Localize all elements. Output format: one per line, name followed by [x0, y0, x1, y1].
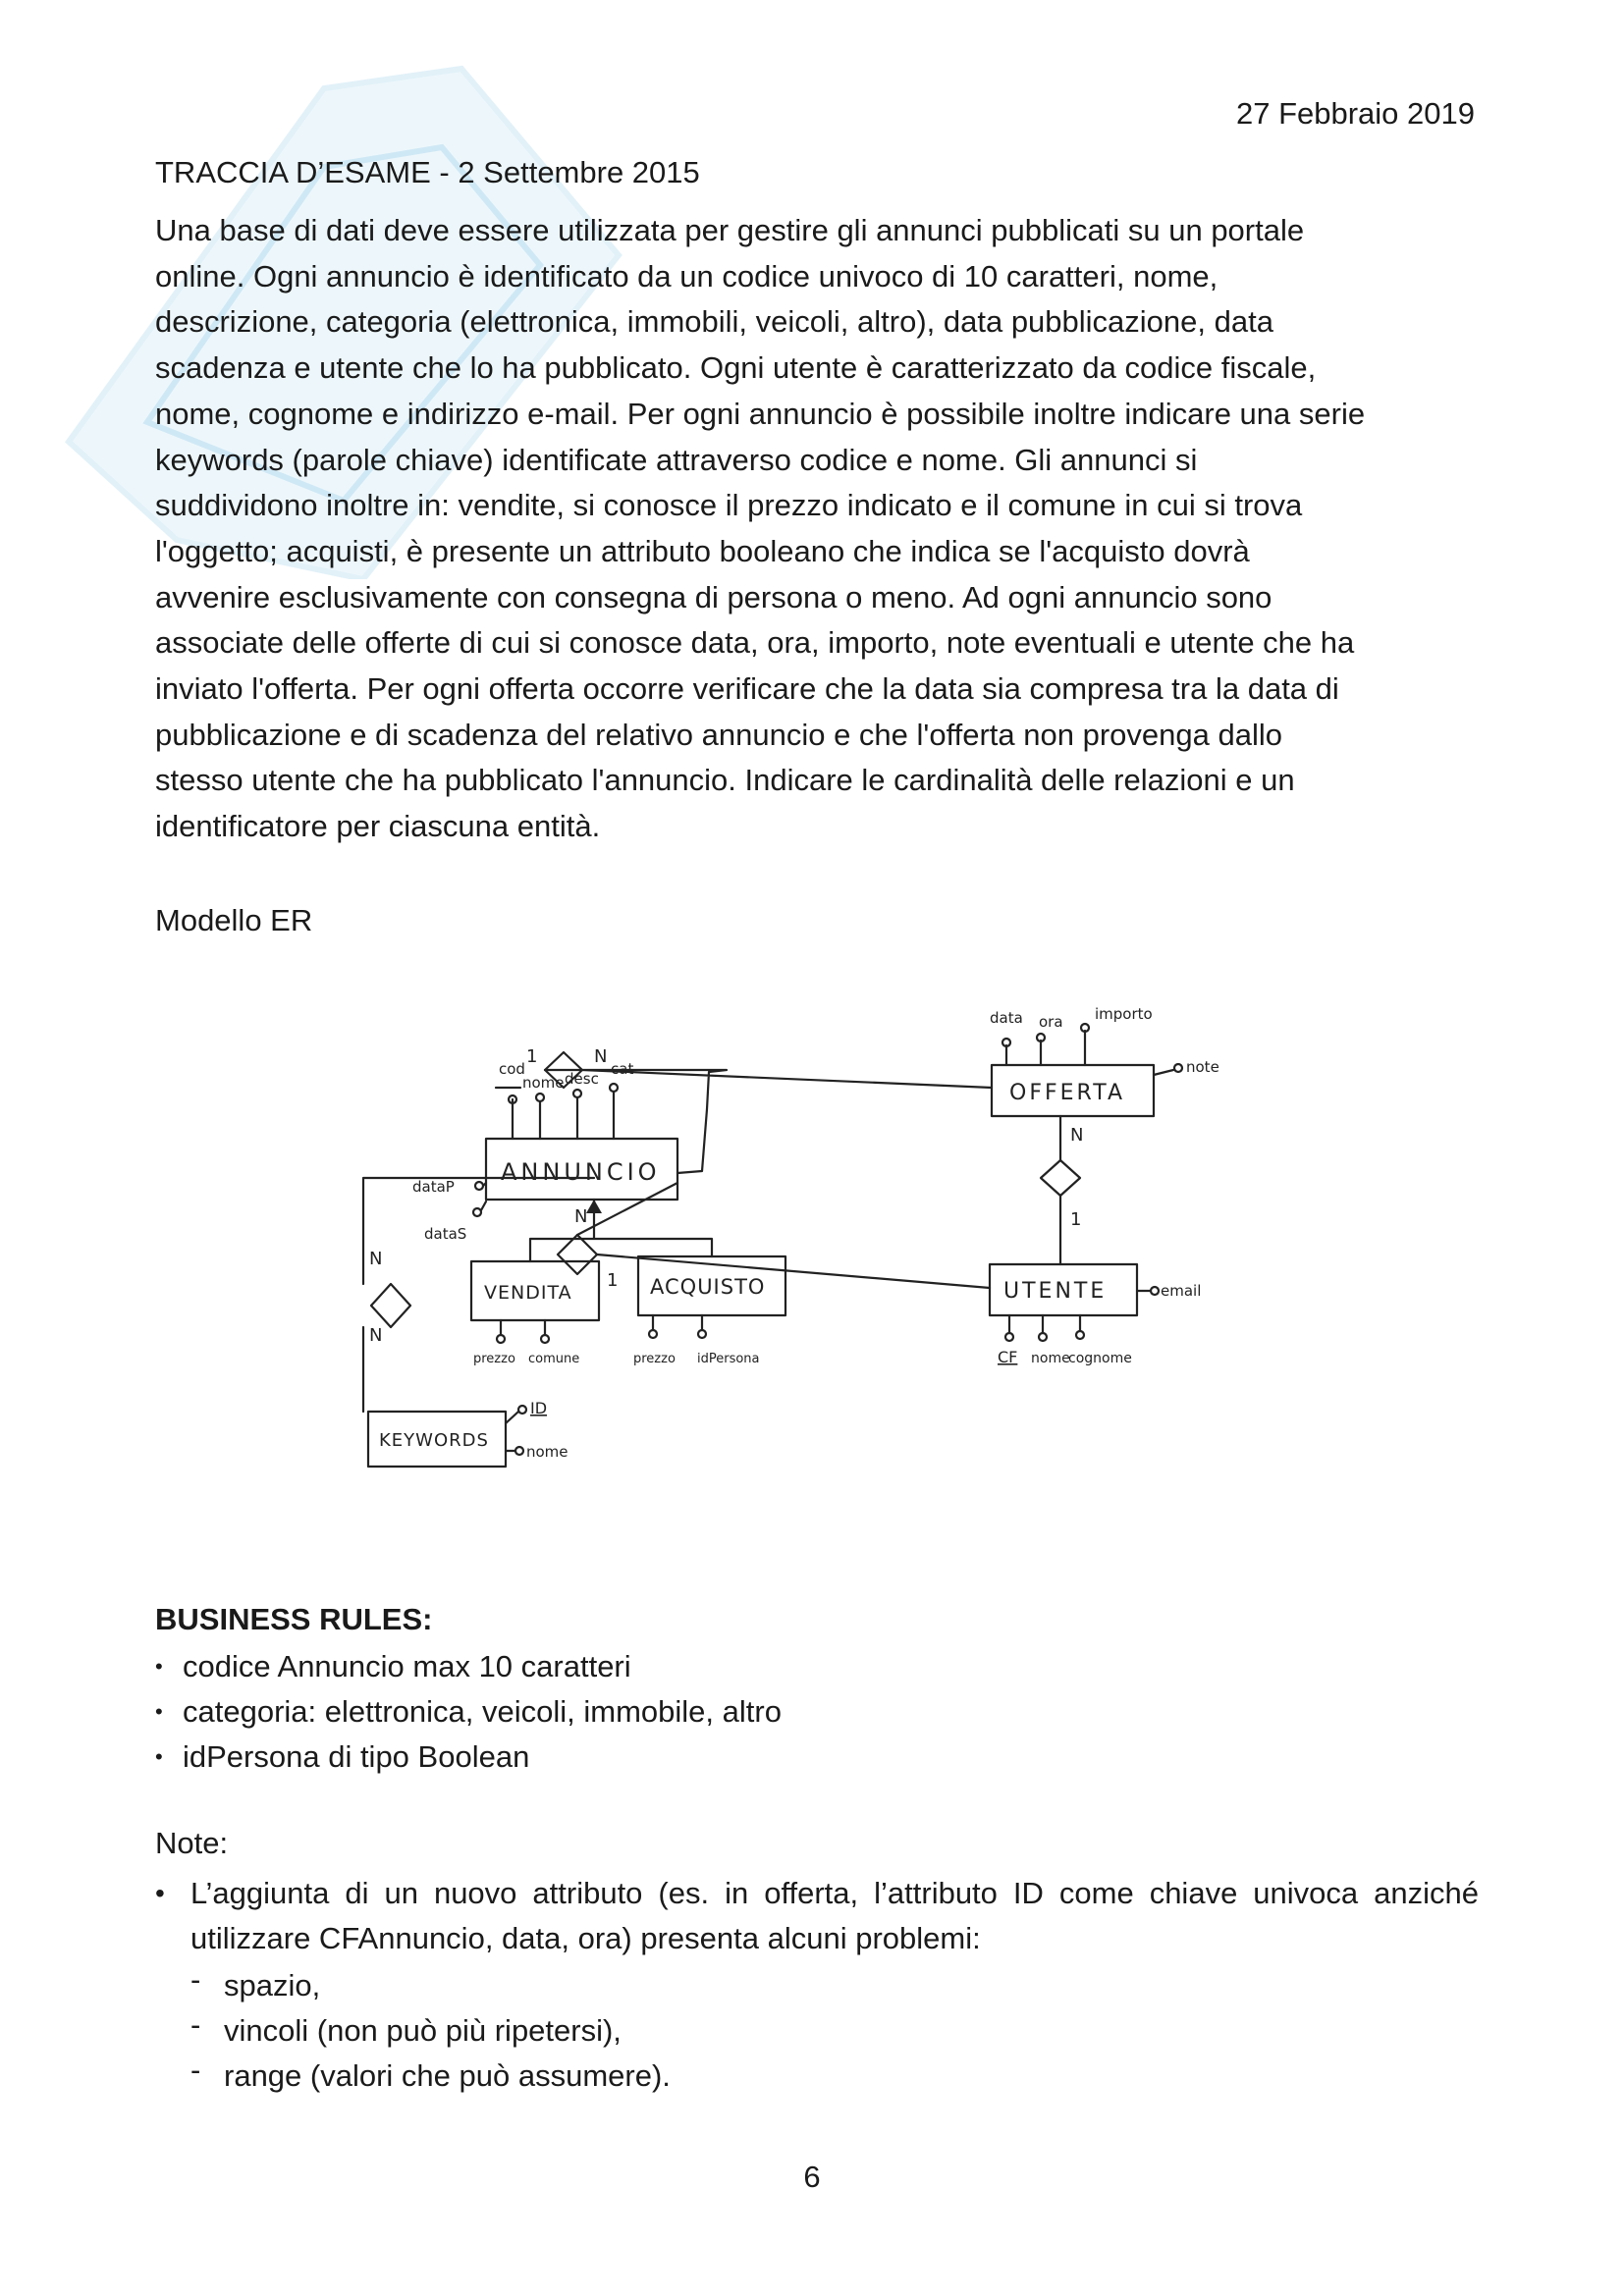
dash-icon: -	[190, 1962, 201, 1997]
note-text: L’aggiunta di un nuovo attributo (es. in offerta, l’attributo ID come chiave univoca anziché utilizzare CFAnnuncio, data, ora) presenta alcuni problemi:	[190, 1876, 1479, 1955]
bullet-icon: •	[155, 1699, 163, 1724]
description-line: keywords (parole chiave) identificate attraverso codice e nome. Gli annunci si	[155, 442, 1198, 477]
card-annuncio-keywords-top: N	[369, 1249, 383, 1269]
annuncio-attribute-stems	[496, 1084, 618, 1139]
note-subitem: - range (valori che può assumere).	[187, 2054, 671, 2099]
er-model-label: Modello ER	[155, 903, 313, 937]
attr-annuncio-cat: cat	[611, 1060, 634, 1078]
attr-utente-cf: CF	[998, 1348, 1018, 1366]
attr-annuncio-datap: dataP	[412, 1178, 455, 1196]
card-annuncio-offerta-n: N	[594, 1046, 608, 1067]
exam-description	[155, 208, 1479, 850]
description-line: nome, cognome e indirizzo e-mail. Per ogni annuncio è possibile inoltre indicare una serie	[155, 396, 1366, 431]
attr-keywords-nome: nome	[526, 1443, 568, 1461]
description-line: l'oggetto; acquisti, è presente un attributo booleano che indica se l'acquisto dovrà	[155, 533, 1250, 568]
keywords-attribute-stems	[506, 1406, 526, 1455]
entity-acquisto-label: ACQUISTO	[650, 1275, 766, 1299]
description-line: identificatore per ciascuna entità.	[155, 809, 601, 844]
business-rule-item: • idPersona di tipo Boolean	[155, 1735, 782, 1780]
business-rules-title: BUSINESS RULES:	[155, 1602, 433, 1636]
attr-annuncio-cod: cod	[499, 1060, 525, 1078]
attr-acquisto-prezzo: prezzo	[633, 1352, 676, 1366]
bullet-icon: •	[155, 1654, 163, 1679]
description-line: descrizione, categoria (elettronica, immobili, veicoli, altro), data pubblicazione, data	[155, 304, 1273, 340]
card-offerta-utente-n: N	[1070, 1125, 1084, 1146]
dash-icon: -	[190, 2053, 201, 2087]
attr-annuncio-nome: nome	[522, 1074, 565, 1092]
card-annuncio-utente-1: 1	[607, 1270, 619, 1291]
relationship-offerta-utente	[1041, 1160, 1080, 1196]
card-annuncio-utente-n: N	[574, 1206, 588, 1227]
offerta-attribute-stems	[1002, 1024, 1182, 1075]
description-line: online. Ogni annuncio è identificato da un codice univoco di 10 caratteri, nome,	[155, 258, 1218, 294]
note-subitem: - spazio,	[187, 1963, 671, 2008]
attr-offerta-note: note	[1186, 1058, 1219, 1076]
document-date: 27 Febbraio 2019	[1235, 96, 1475, 131]
business-rule-item: • codice Annuncio max 10 caratteri	[155, 1644, 782, 1689]
attr-offerta-ora: ora	[1039, 1013, 1063, 1031]
description-line: scadenza e utente che lo ha pubblicato. Ogni utente è caratterizzato da codice fiscale,	[155, 350, 1317, 386]
description-line: inviato l'offerta. Per ogni offerta occorre verificare che la data sia compresa tra la data di	[155, 671, 1339, 707]
annuncio-side-stems	[473, 1182, 486, 1216]
description-line: suddividono inoltre in: vendite, si conosce il prezzo indicato e il comune in cui si trova	[155, 488, 1303, 523]
bullet-icon: •	[155, 1878, 165, 1908]
attr-offerta-data: data	[990, 1009, 1023, 1027]
attr-keywords-id: ID	[530, 1399, 548, 1417]
description-line: Una base di dati deve essere utilizzata per gestire gli annunci pubblicati su un portale	[155, 213, 1305, 247]
exam-title: TRACCIA D’ESAME - 2 Settembre 2015	[155, 155, 700, 189]
business-rule-item: • categoria: elettronica, veicoli, immobile, altro	[155, 1689, 782, 1735]
entity-utente-label: UTENTE	[1003, 1279, 1108, 1304]
business-rules-list	[155, 1644, 782, 1780]
notes-label: Note:	[155, 1826, 229, 1860]
entity-annuncio-label: ANNUNCIO	[501, 1158, 661, 1186]
note-subitem: - vincoli (non può più ripetersi),	[187, 2008, 671, 2054]
isa-connector	[530, 1200, 712, 1261]
attr-annuncio-desc: desc	[565, 1070, 599, 1088]
description-line: stesso utente che ha pubblicato l'annuncio. Indicare le cardinalità delle relazioni e un	[155, 763, 1295, 798]
isa-arrow-icon	[586, 1200, 602, 1213]
relationship-annuncio-keywords	[371, 1284, 410, 1327]
description-line: avvenire esclusivamente con consegna di persona o meno. Ad ogni annuncio sono	[155, 579, 1272, 614]
entity-vendita-label: VENDITA	[484, 1282, 572, 1304]
dash-icon: -	[190, 2007, 201, 2042]
page-number: 6	[803, 2160, 821, 2194]
card-annuncio-keywords-bottom: N	[369, 1325, 383, 1346]
note-item	[155, 1871, 1479, 1961]
attr-annuncio-datas: dataS	[424, 1225, 467, 1243]
entity-keywords-label: KEYWORDS	[379, 1430, 489, 1451]
attr-vendita-prezzo: prezzo	[473, 1352, 515, 1366]
card-annuncio-offerta-1: 1	[526, 1046, 538, 1067]
attr-acquisto-idpersona: idPersona	[697, 1352, 760, 1366]
attr-utente-cognome: cognome	[1068, 1351, 1132, 1366]
attr-offerta-importo: importo	[1095, 1005, 1153, 1023]
attr-utente-email: email	[1161, 1282, 1202, 1300]
description-line: associate delle offerte di cui si conosce data, ora, importo, note eventuali e utente che ha	[155, 625, 1355, 661]
bullet-icon: •	[155, 1744, 163, 1769]
card-offerta-utente-1: 1	[1070, 1209, 1082, 1230]
entity-offerta-label: OFFERTA	[1009, 1081, 1125, 1105]
attr-utente-nome: nome	[1031, 1351, 1070, 1366]
relationship-annuncio-utente	[558, 1235, 597, 1274]
attr-vendita-comune: comune	[528, 1352, 580, 1366]
description-line: pubblicazione e di scadenza del relativo annuncio e che l'offerta non provenga dallo	[155, 717, 1282, 752]
note-sublist	[187, 1963, 671, 2099]
er-diagram	[353, 972, 1257, 1482]
